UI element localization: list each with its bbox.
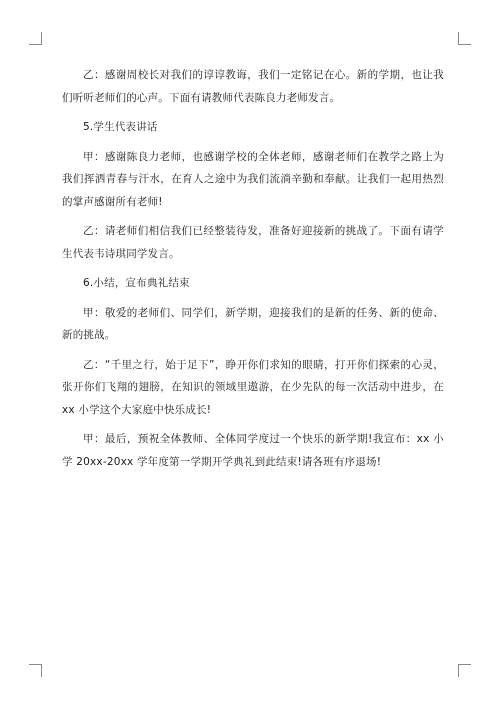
paragraph-yi-encouragement: 乙：“千里之行，始于足下”，睁开你们求知的眼睛，打开你们探索的心灵，张开你们飞翔的翅膀，在知识的领域里遨游，在少先队的每一次活动中进步，在 xx 小学这个大家庭中快乐成长! (62, 358, 444, 416)
section-heading-student-speech: 5.学生代表讲话 (83, 121, 158, 133)
paragraph-jia-thanks-teachers: 甲：感谢陈良力老师，也感谢学校的全体老师，感谢老师们在教学之路上为我们挥洒青春与汗水，在育人之途中为我们流淌辛勤和奉献。让我们一起用热烈的掌声感谢所有老师! (62, 150, 444, 208)
crop-mark-top-left (29, 32, 42, 45)
paragraph-yi-student-representative: 乙：请老师们相信我们已经整装待发，准备好迎接新的挑战了。下面有请学生代表韦诗琪同学发言。 (62, 225, 444, 260)
section-heading-closing: 6.小结，宣布典礼结束 (83, 277, 190, 289)
crop-mark-bottom-right (458, 664, 471, 677)
paragraph-jia-closing-announcement: 甲：最后，预祝全体教师、全体同学度过一个快乐的新学期!我宣布：xx 小学 20xx-20xx 学年度第一学期开学典礼到此结束!请各班有序退场! (62, 433, 444, 468)
document-body (62, 64, 444, 480)
crop-mark-bottom-left (29, 664, 42, 677)
paragraph-yi-thanks-principal: 乙：感谢周校长对我们的谆谆教诲，我们一定铭记在心。新的学期，也让我们听听老师们的心声。下面有请教师代表陈良力老师发言。 (62, 69, 444, 104)
paragraph-jia-new-semester: 甲：敬爱的老师们、同学们，新学期，迎接我们的是新的任务、新的使命、新的挑战。 (62, 306, 444, 341)
crop-mark-top-right (458, 32, 471, 45)
